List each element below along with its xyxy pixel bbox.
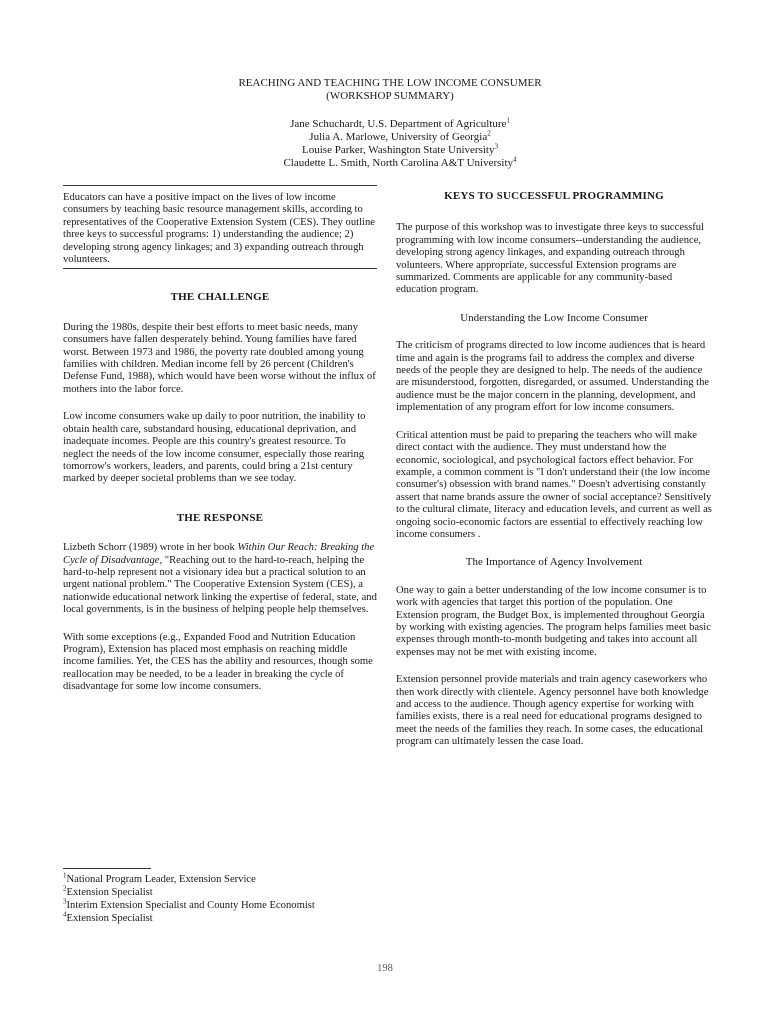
paragraph: The purpose of this workshop was to investigate three keys to successful programming with low income consumers--understanding the audience, developing strong agency linkages, and expanding outreach through volunteers. Where appropriate, successful Extension programs are summarized. Comments are applicable for any community-based education program. xyxy=(396,222,705,296)
paragraph: Extension personnel provide materials and train agency caseworkers who then work directly with clientele. Agency personnel have both knowledge and access to the audience. Though agency expertise for working with families exists, there is a real need for educational programs designed to meet the needs of the families they reach. In some cases, the educational program can ultimately lessen the case load. xyxy=(396,674,709,748)
document-header xyxy=(150,77,630,103)
book-title: Within Our Reach: Breaking the Cycle of Disadvantage xyxy=(63,542,375,566)
section-title-response: THE RESPONSE xyxy=(176,511,264,524)
footnote: $^3$Interim Extension Specialist and County Home Economist xyxy=(63,897,315,911)
author-list xyxy=(220,118,580,170)
section-title-challenge: THE CHALLENGE xyxy=(170,291,270,304)
page-number: 198 xyxy=(377,963,393,974)
subheading: Understanding the Low Income Consumer xyxy=(460,311,648,324)
paragraph: Low income consumers wake up daily to poor nutrition, the inability to obtain health care, substandard housing, educational deprivation, and inadequate incomes. People are this country's greatest resource. To neglect the needs of the low income consumer, especially those rearing tomorrow's workers, leaders, and parents, could bring a 21st century marked by deeper societal problems than we see today. xyxy=(63,411,366,485)
paragraph: During the 1980s, despite their best efforts to meet basic needs, many consumers have fallen desperately behind. Young families have fared worst. Between 1973 and 1986, the poverty rate doubled among young families with children. Median income fell by 26 percent (Children's Defense Fund, 1988), which would have been worse without the influx of mothers into the labor force. xyxy=(63,321,376,395)
document-subtitle: (WORKSHOP SUMMARY) xyxy=(326,90,454,102)
footnote: $^2$Extension Specialist xyxy=(63,884,153,898)
paragraph: The criticism of programs directed to low income audiences that is heard time and again is the programs fail to address the complex and diverse needs of the people they are designed to help. The needs of the audience are misunderstood, forgotten, disregarded, or assumed. Understanding the audience must be the major concern in the planning, development, and implementation of any program effort for low income consumers. xyxy=(396,340,710,414)
footnote: $^1$National Program Leader, Extension Service xyxy=(63,871,256,885)
author-line: Julia A. Marlowe, University of Georgia$^2$ xyxy=(309,129,491,143)
footnote-divider xyxy=(63,868,151,869)
author-line: Claudette L. Smith, North Carolina A&T University$^4$ xyxy=(283,155,517,169)
footnotes xyxy=(63,873,423,925)
left-column xyxy=(63,185,377,709)
subheading: The Importance of Agency Involvement xyxy=(465,556,643,569)
paragraph: Critical attention must be paid to preparing the teachers who will make direct contact with the audience. They must understand how the economic, sociological, and psychological factors effect behavior. For example, a common comment is "I don't understand their (the low income consumer's) obsession with brand names." Doesn't advertising constantly assert that name brands assure the owner of social acceptance? Sensitively to the cultural climate, literacy and education levels, and current as well as ongoing socio-economic factors are essential to effectively reaching low income consumers . xyxy=(396,429,712,540)
paragraph: Lizbeth Schorr (1989) wrote in her book Within Our Reach: Breaking the Cycle of Disadvantage, "Reaching out to the hard-to-reach, helping the hard-to-help represent not a visionary idea but a practical solution to an urgent national problem." The Cooperative Extension System (CES), a nationwide educational network linking the expertise of federal, state, and local governments, is in the business of helping people help themselves. xyxy=(63,542,377,616)
right-column xyxy=(396,190,712,764)
document-title: REACHING AND TEACHING THE LOW INCOME CONSUMER xyxy=(238,77,542,89)
paragraph: One way to gain a better understanding of the low income consumer is to work with agencies that target this portion of the population. One Extension program, the Budget Box, is implemented throughout Georgia by working with existing agencies. The program helps families meet basic expenses through month-to-month budgeting and takes into account all expenses may not be met with existing income. xyxy=(396,584,711,658)
author-line: Louise Parker, Washington State University$^3$ xyxy=(302,142,498,156)
footnote: $^4$Extension Specialist xyxy=(63,910,153,924)
section-title-keys: KEYS TO SUCCESSFUL PROGRAMMING xyxy=(444,190,664,202)
paragraph: With some exceptions (e.g., Expanded Food and Nutrition Education Program), Extension has placed most emphasis on reaching middle income families. Yet, the CES has the ability and resources, though some reallocation may be needed, to be a leader in breaking the cycle of disadvantage for some low income consumers. xyxy=(63,631,373,693)
author-line: Jane Schuchardt, U.S. Department of Agriculture$^1$ xyxy=(290,116,510,130)
abstract-box: Educators can have a positive impact on the lives of low income consumers by teaching basic resource management skills, according to representatives of the Cooperative Extension System (CES). They outline three keys to successful programs: 1) understanding the audience; 2) developing strong agency linkages; and 3) expanding outreach through volunteers. xyxy=(63,185,377,269)
